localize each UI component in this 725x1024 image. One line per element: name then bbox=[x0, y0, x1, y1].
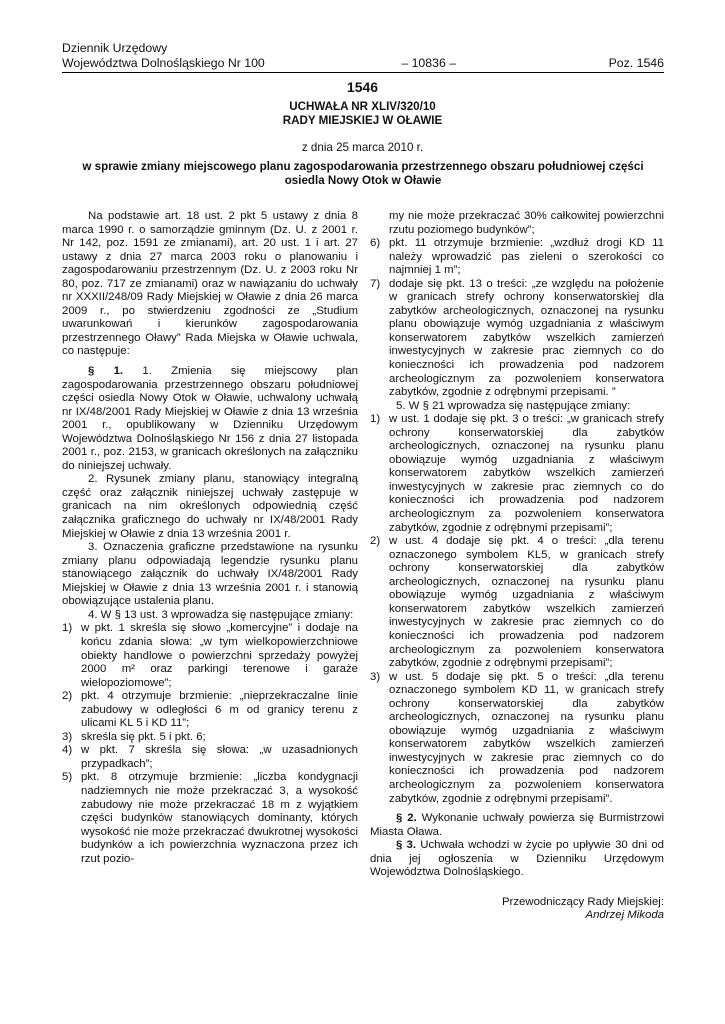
right-column bbox=[370, 210, 664, 923]
journal-region: Województwa Dolnośląskiego Nr 100 bbox=[62, 56, 265, 70]
page-header bbox=[62, 41, 664, 73]
title-line-2: RADY MIEJSKIEJ W OŁAWIE bbox=[282, 114, 443, 127]
list-item: 3) w ust. 5 dodaje się pkt. 5 o treści: „dla terenu oznaczonego symbolem KD 11, w granicach strefy ochrony konserwatorskiej dla zabytków archeologicznych, oznaczonej na rysunku planu obowiązuje wymóg uzgadniania z właściwym konserwatorem zabytków wszelkich zamierzeń inwestycyjnych w zakresie prac ziemnych co do konieczności ich prowadzenia pod nadzorem archeologicznym za pozwoleniem konserwatora zabytków, zgodnie z odrębnymi przepisami”. bbox=[370, 670, 664, 805]
section-1-label: § 1. bbox=[88, 365, 124, 378]
list-item: 3) skreśla się pkt. 5 i pkt. 6; bbox=[62, 730, 206, 743]
act-number: 1546 bbox=[346, 79, 379, 95]
section-1 bbox=[62, 365, 358, 473]
list-item: 6) pkt. 11 otrzymuje brzmienie: „wzdłuż drogi KD 11 należy wprowadzić pas zieleni o szerokości co najmniej 1 m”; bbox=[370, 237, 664, 277]
section-3-label: § 3. bbox=[396, 839, 417, 852]
list-item: 4) w pkt. 7 skreśla się słowa: „w uzasadnionych przypadkach”; bbox=[62, 744, 358, 770]
journal-name: Dziennik Urzędowy bbox=[62, 41, 168, 55]
section-2 bbox=[370, 812, 664, 839]
section-3-text: Uchwała wchodzi w życie po upływie 30 dni od dnia jej ogłoszenia w Dzienniku Urzędowym Województwa Dolnośląskiego. bbox=[370, 839, 664, 879]
signature-name: Andrzej Mikoda bbox=[585, 909, 664, 922]
section-1-para-5: 5. W § 21 wprowadza się następujące zmiany: bbox=[396, 399, 631, 412]
preamble: Na podstawie art. 18 ust. 2 pkt 5 ustawy z dnia 8 marca 1990 r. o samorządzie gminnym (Dz. U. z 2001 r. Nr 142, poz. 1591 ze zmianami), art. 20 ust. 1 i art. 27 ustawy z dnia 27 marca 2003 roku o planowaniu i zagospodarowaniu przestrzennym (Dz. U. z 2003 roku Nr 80, poz. 717 ze zmianami) oraz w nawiązaniu do uchwały nr XXXII/248/09 Rady Miejskiej w Oławie z dnia 26 marca 2009 r., po stwierdzeniu zgodności ze „Studium uwarunkowań i kierunków zagospodarowania przestrzennego Oławy” Rada Miejska w Oławie uchwala, co następuje: bbox=[62, 210, 358, 358]
signature-role: Przewodniczący Rady Miejskiej: bbox=[501, 895, 664, 908]
list-item: 5) pkt. 8 otrzymuje brzmienie: „liczba kondygnacji nadziemnych nie może przekraczać 3, a wysokość zabudowy nie może przekraczać 18 m z wyjątkiem części budynków stanowiących dominanty, których wysokość nie może przekraczać dwukrotnej wysokości budynków a ich powierzchnia wyznaczona przez ich rzut pozio- bbox=[62, 771, 358, 865]
list-item: 1) w pkt. 1 skreśla się słowo „komercyjne” i dodaje na końcu zdania słowa: „w tym wielkopowierzchniowe obiekty handlowe o powierzchni sprzedaży powyżej 2000 m² oraz parkingi terenowe i garaże wielopoziomowe”; bbox=[62, 622, 358, 689]
continuation-text: my nie może przekraczać 30% całkowitej powierzchni rzutu poziomego budynków”; bbox=[389, 210, 664, 236]
section-2-label: § 2. bbox=[396, 812, 417, 825]
section-1-para-4: 4. W § 13 ust. 3 wprowadza się następujące zmiany: bbox=[88, 608, 354, 621]
list-item: 1) w ust. 1 dodaje się pkt. 3 o treści: „w granicach strefy ochrony konserwatorskiej dla zabytków archeologicznych, oznaczonej na rysunku planu obowiązuje wymóg uzgadniania z właściwym konserwatorem zabytków wszelkich zamierzeń inwestycyjnych w zakresie prac ziemnych co do konieczności ich prowadzenia pod nadzorem archeologicznym za pozwoleniem konserwatora zabytków, zgodnie z odrębnymi przepisami”; bbox=[370, 413, 664, 534]
document-title bbox=[0, 100, 725, 128]
section-3 bbox=[370, 839, 664, 880]
title-line-1: UCHWAŁA NR XLIV/320/10 bbox=[289, 100, 436, 113]
section-2-text: Wykonanie uchwały powierza się Burmistrzowi Miasta Oława. bbox=[370, 812, 665, 838]
document-date: z dnia 25 marca 2010 r. bbox=[301, 141, 424, 154]
list-item: 7) dodaje się pkt. 13 o treści: „ze względu na położenie w granicach strefy ochrony konserwatorskiej dla zabytków archeologicznych, oznaczonej na rysunku planu obowiązuje wymóg uzgadniania z właściwym konserwatorem zabytków wszelkich zamierzeń inwestycyjnych w zakresie prac ziemnych co do konieczności ich prowadzenia pod nadzorem archeologicznym za pozwoleniem konserwatora zabytków, zgodnie z odrębnymi przepisami. ” bbox=[370, 277, 664, 399]
list-item: 2) w ust. 4 dodaje się pkt. 4 o treści: „dla terenu oznaczonego symbolem KL5, w granicach strefy ochrony konserwatorskiej dla zabytków archeologicznych, oznaczonej na rysunku planu obowiązuje wymóg uzgadniania z właściwym konserwatorem zabytków wszelkich zamierzeń inwestycyjnych w zakresie prac ziemnych co do konieczności ich prowadzenia pod nadzorem archeologicznym za pozwoleniem konserwatora zabytków, zgodnie z odrębnymi przepisami”; bbox=[370, 535, 664, 670]
list-item: 2) pkt. 4 otrzymuje brzmienie: „nieprzekraczalne linie zabudowy w odległości 6 m od granicy terenu z ulicami KL 5 i KD 11”; bbox=[62, 690, 358, 730]
document-subject: w sprawie zmiany miejscowego planu zagospodarowania przestrzennego obszaru południowej części osiedla Nowy Otok w Oławie bbox=[82, 160, 644, 187]
section-1-para-3: 3. Oznaczenia graficzne przedstawione na rysunku zmiany planu odpowiadają legendzie rysunku planu stanowiącego załącznik do uchwały IX/48/2001 Rady Miejskiej w Oławie z dnia 13 września 2001 r. i stanowią obowiązujące ustalenia planu. bbox=[62, 541, 358, 608]
left-column bbox=[62, 210, 358, 866]
position-number: Poz. 1546 bbox=[608, 56, 664, 70]
page-number: – 10836 – bbox=[401, 56, 457, 70]
header-rule bbox=[62, 72, 664, 73]
section-1-text: 1. Zmienia się miejscowy plan zagospodarowania przestrzennego obszaru południowej części osiedla Nowy Otok w Oławie, uchwalony uchwałą nr IX/48/2001 Rady Miejskiej w Oławie z dnia 13 września 2001 r., opublikowany w Dzienniku Urzędowym Województwa Dolnośląskiego Nr 156 z dnia 27 listopada 2001 r., poz. 2153, w granicach określonych na załączniku do niniejszej uchwały. bbox=[62, 365, 359, 472]
section-1-para-2: 2. Rysunek zmiany planu, stanowiący integralną część oraz załącznik niniejszej uchwały zastępuje w granicach na nim określonych odpowiednią część załącznika graficznego do uchwały nr IX/48/2001 Rady Miejskiej w Oławie z dnia 13 września 2001 r. bbox=[62, 473, 358, 540]
